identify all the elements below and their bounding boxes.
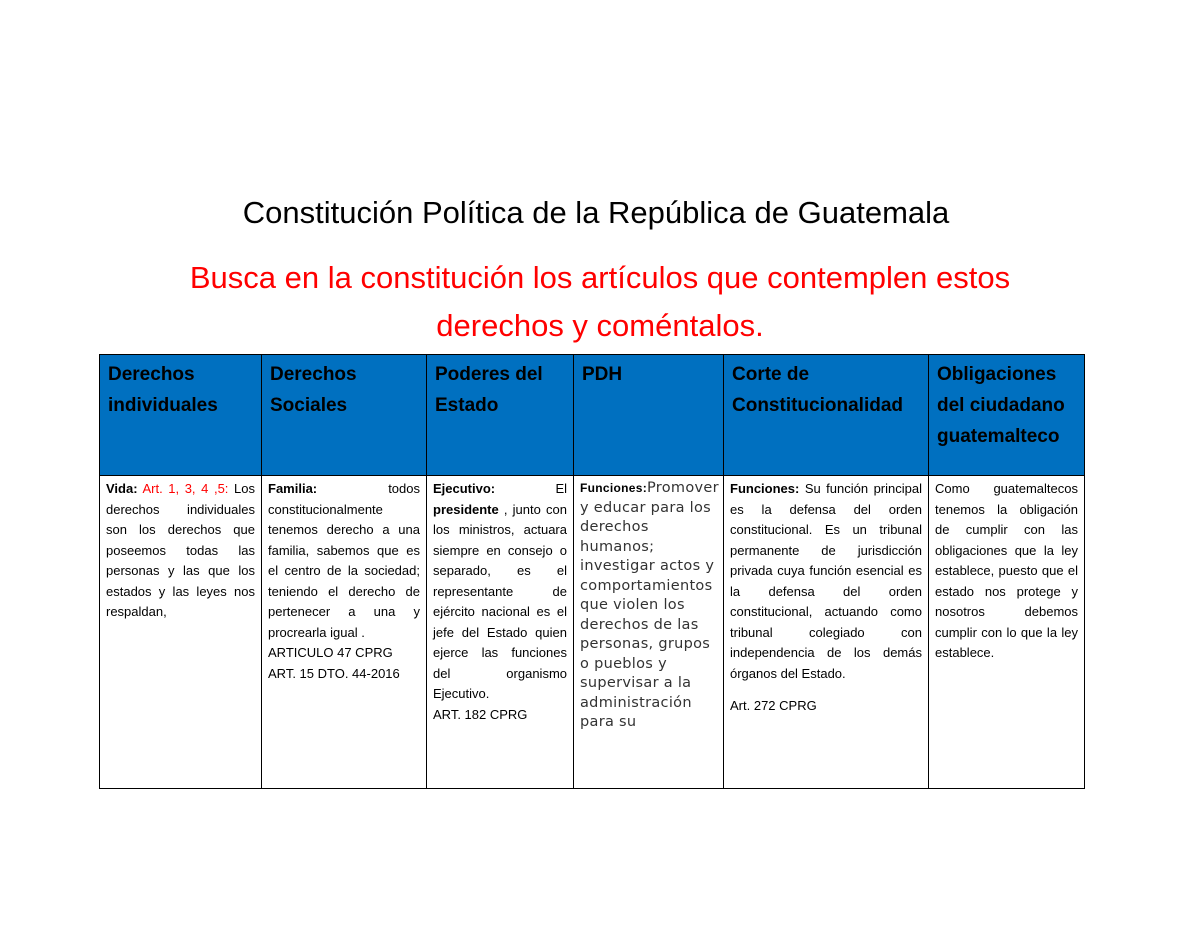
cell-text: todos constitucionalmente tenemos derecho a una familia, sabemos que es el centro de la sociedad; teniendo el derecho de pertenecer a una y procrearla igual . [268, 481, 420, 640]
cell-derechos-sociales [262, 476, 427, 789]
cell-label: Ejecutivo: [433, 481, 496, 496]
cell-emphasis: presidente [433, 501, 499, 517]
cell-derechos-individuales [100, 476, 262, 789]
instructions-line-2: derechos y coméntalos. [436, 308, 764, 343]
cell-reference: ARTICULO 47 CPRG [268, 645, 393, 660]
cell-text: Su función principal es la defensa del orden constitucional. Es un tribunal permanente de jurisdicción privada cuya función esencial es la defensa del orden constitucional, actuando como tribunal colegiado con independencia de los demás órganos del Estado. [730, 481, 922, 681]
header-derechos-sociales: Derechos Sociales [262, 355, 427, 476]
cell-reference: ART. 15 DTO. 44-2016 [268, 665, 400, 681]
cell-text: , junto con los ministros, actuara siempre en consejo o separado, es el representante de ejército nacional es el jefe del Estado quien ejerce las funciones del organismo Ejecutivo. [433, 501, 567, 701]
table-header-row [100, 355, 1085, 476]
rights-table [99, 354, 1085, 789]
cell-pdh [574, 476, 724, 789]
cell-text: Promover y educar para los derechos humanos; investigar actos y comportamientos que violen los derechos de las personas, grupos o pueblos y supervisar a la administración para su [580, 480, 719, 730]
header-derechos-individuales: Derechos individuales [100, 355, 262, 476]
cell-label: Funciones: [730, 481, 800, 496]
header-obligaciones: Obligaciones del ciudadano guatemalteco [929, 355, 1085, 476]
header-corte-constitucionalidad: Corte de Constitucionalidad [724, 355, 929, 476]
cell-text: Los derechos individuales son los derechos que poseemos todas las personas y las que los estados y las leyes nos respaldan, [106, 481, 255, 619]
cell-reference: ART. 182 CPRG [433, 706, 528, 722]
cell-label: Vida: [106, 481, 138, 496]
cell-label: Familia: [268, 481, 318, 496]
cell-label: Funciones: [580, 481, 648, 495]
cell-text: Como guatemaltecos tenemos la obligación de cumplir con las obligaciones que la ley establece, puesto que el estado nos protege y nosotros debemos cumplir con lo que la ley establece. [935, 481, 1078, 660]
cell-poderes-del-estado [427, 476, 574, 789]
header-poderes-del-estado: Poderes del Estado [427, 355, 574, 476]
cell-obligaciones [929, 476, 1085, 789]
cell-reference: Art. 272 CPRG [730, 698, 817, 713]
cell-corte-constitucionalidad [724, 476, 929, 789]
document-title: Constitución Política de la República de Guatemala [242, 195, 950, 230]
cell-text: El [555, 481, 567, 496]
table-row [100, 476, 1085, 789]
header-pdh: PDH [574, 355, 724, 476]
cell-articles: Art. 1, 3, 4 ,5: [142, 481, 229, 496]
document-instructions [150, 254, 1050, 350]
instructions-line-1: Busca en la constitución los artículos que contemplen estos [189, 260, 1011, 295]
